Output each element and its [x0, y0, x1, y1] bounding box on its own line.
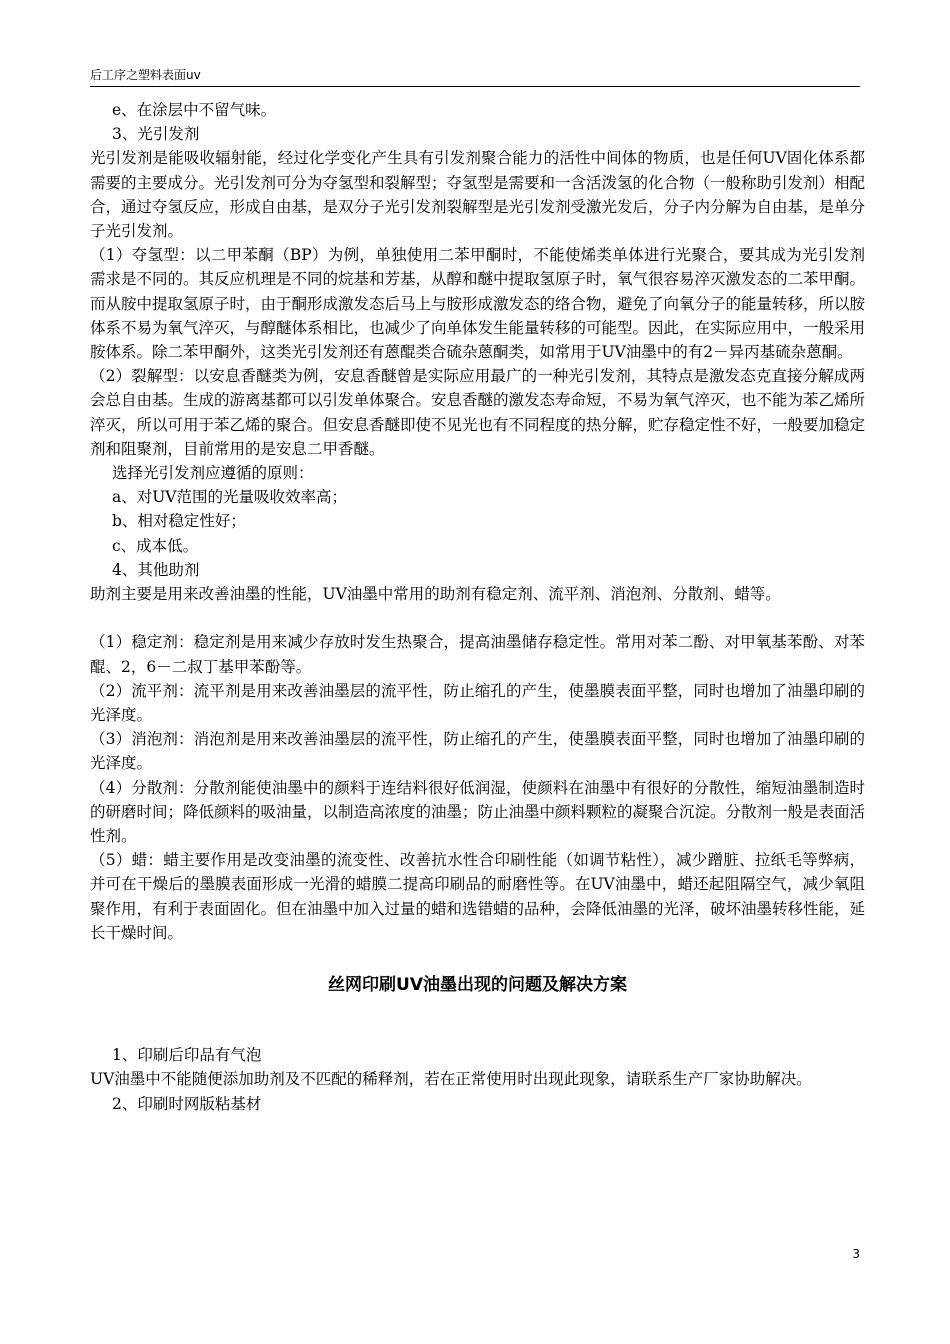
- paragraph-defoamer: （3）消泡剂：消泡剂是用来改善油墨层的流平性，防止缩孔的产生，使墨膜表面平整，同时也增加了油墨印刷的光泽度。: [90, 730, 865, 773]
- blank-line: [90, 606, 865, 630]
- paragraph-hydrogen-abstraction: （1）夺氢型：以二甲苯酮（BP）为例，单独使用二苯甲酮时，不能使烯类单体进行光聚合，要其成为光引发剂需求是不同的。其反应机理是不同的烷基和芳基，从醇和醚中提取氢原子时，氧气很容易淬灭激发态的二苯甲酮。而从胺中提取氢原子时，由于酮形成激发态后马上与胺形成激发态的络合物，避免了向氧分子的能量转移，所以胺体系不易为氧气淬灭，与醇醚体系相比，也减少了向单体发生能量转移的可能型。因此，在实际应用中，一般采用胺体系。除二苯甲酮外，这类光引发剂还有蒽醌类合硫杂蒽酮类，如常用于UV油墨中的有2－异丙基硫杂蒽酮。: [90, 246, 866, 362]
- problem-1-heading: 1、印刷后印品有气泡: [112, 1046, 262, 1065]
- page-number: 3: [852, 1247, 860, 1261]
- principle-b: b、相对稳定性好；: [112, 512, 246, 531]
- heading-photoinitiator: 3、光引发剂: [112, 125, 200, 144]
- paragraph-wax: （5）蜡：蜡主要作用是改变油墨的流变性、改善抗水性合印刷性能（如调节粘性），减少蹭脏、拉纸毛等弊病，并可在干燥后的墨膜表面形成一光滑的蜡膜二提高印刷品的耐磨性等。在UV油墨中，蜡还起阻隔空气，减少氧阻聚作用，有利于表面固化。但在油墨中加入过量的蜡和选错蜡的品种，会降低油墨的光泽，破坏油墨转移性能，延长干燥时间。: [90, 851, 866, 942]
- paragraph-stabilizer: （1）稳定剂：稳定剂是用来减少存放时发生热聚合，提高油墨储存稳定性。常用对苯二酚、对甲氧基苯酚、对苯醌、2，6－二叔丁基甲苯酚等。: [90, 633, 865, 676]
- heading-other-additives: 4、其他助剂: [112, 560, 200, 579]
- problem-1-paragraph: UV油墨中不能随便添加助剂及不匹配的稀释剂，若在正常使用时出现此现象，请联系生产厂家协助解决。: [90, 1070, 812, 1089]
- document-body: [90, 98, 865, 1116]
- problem-2-heading: 2、印刷时网版粘基材: [112, 1094, 262, 1113]
- list-item-e: e、在涂层中不留气味。: [112, 101, 277, 119]
- principle-a: a、对UV范围的光量吸收效率高；: [112, 488, 347, 507]
- principle-c: c、成本低。: [112, 536, 199, 555]
- paragraph-cleavage: （2）裂解型：以安息香醚类为例，安息香醚曾是实际应用最广的一种光引发剂，其特点是激发态克直接分解成两会总自由基。生成的游离基都可以引发单体聚合。安息香醚的激发态寿命短，不易为氧气淬灭，也不能为苯乙烯所淬灭，所以可用于苯乙烯的聚合。但安息香醚即使不见光也有不同程度的热分解，贮存稳定性不好，一般要加稳定剂和阻聚剂，目前常用的是安息二甲香醚。: [90, 367, 866, 458]
- header-title: 后工序之塑料表面uv: [90, 68, 201, 82]
- principles-intro: 选择光引发剂应遵循的原则：: [112, 464, 314, 483]
- paragraph-photoinitiator: 光引发剂是能吸收辐射能，经过化学变化产生具有引发剂聚合能力的活性中间体的物质，也是任何UV固化体系都需要的主要成分。光引发剂可分为夺氢型和裂解型；夺氢型是需要和一含活泼氢的化合物（一般称助引发剂）相配合，通过夺氢反应，形成自由基，是双分子光引发剂裂解型是光引发剂受激光发后，分子内分解为自由基，是单分子光引发剂。: [90, 149, 866, 241]
- section-title: 丝网印刷UV油墨出现的问题及解决方案: [328, 975, 627, 996]
- page-header: [90, 66, 860, 87]
- paragraph-dispersant: （4）分散剂：分散剂能使油墨中的颜料于连结料很好低润湿，使颜料在油墨中有很好的分散性，缩短油墨制造时的研磨时间；降低颜料的吸油量，以制造高浓度的油墨；防止油墨中颜料颗粒的凝聚合沉淀。分散剂一般是表面活性剂。: [90, 778, 866, 846]
- paragraph-leveling-agent: （2）流平剂：流平剂是用来改善油墨层的流平性，防止缩孔的产生，使墨膜表面平整，同时也增加了油墨印刷的光泽度。: [90, 681, 865, 725]
- paragraph-additives: 助剂主要是用来改善油墨的性能，UV油墨中常用的助剂有稳定剂、流平剂、消泡剂、分散剂、蜡等。: [90, 585, 781, 604]
